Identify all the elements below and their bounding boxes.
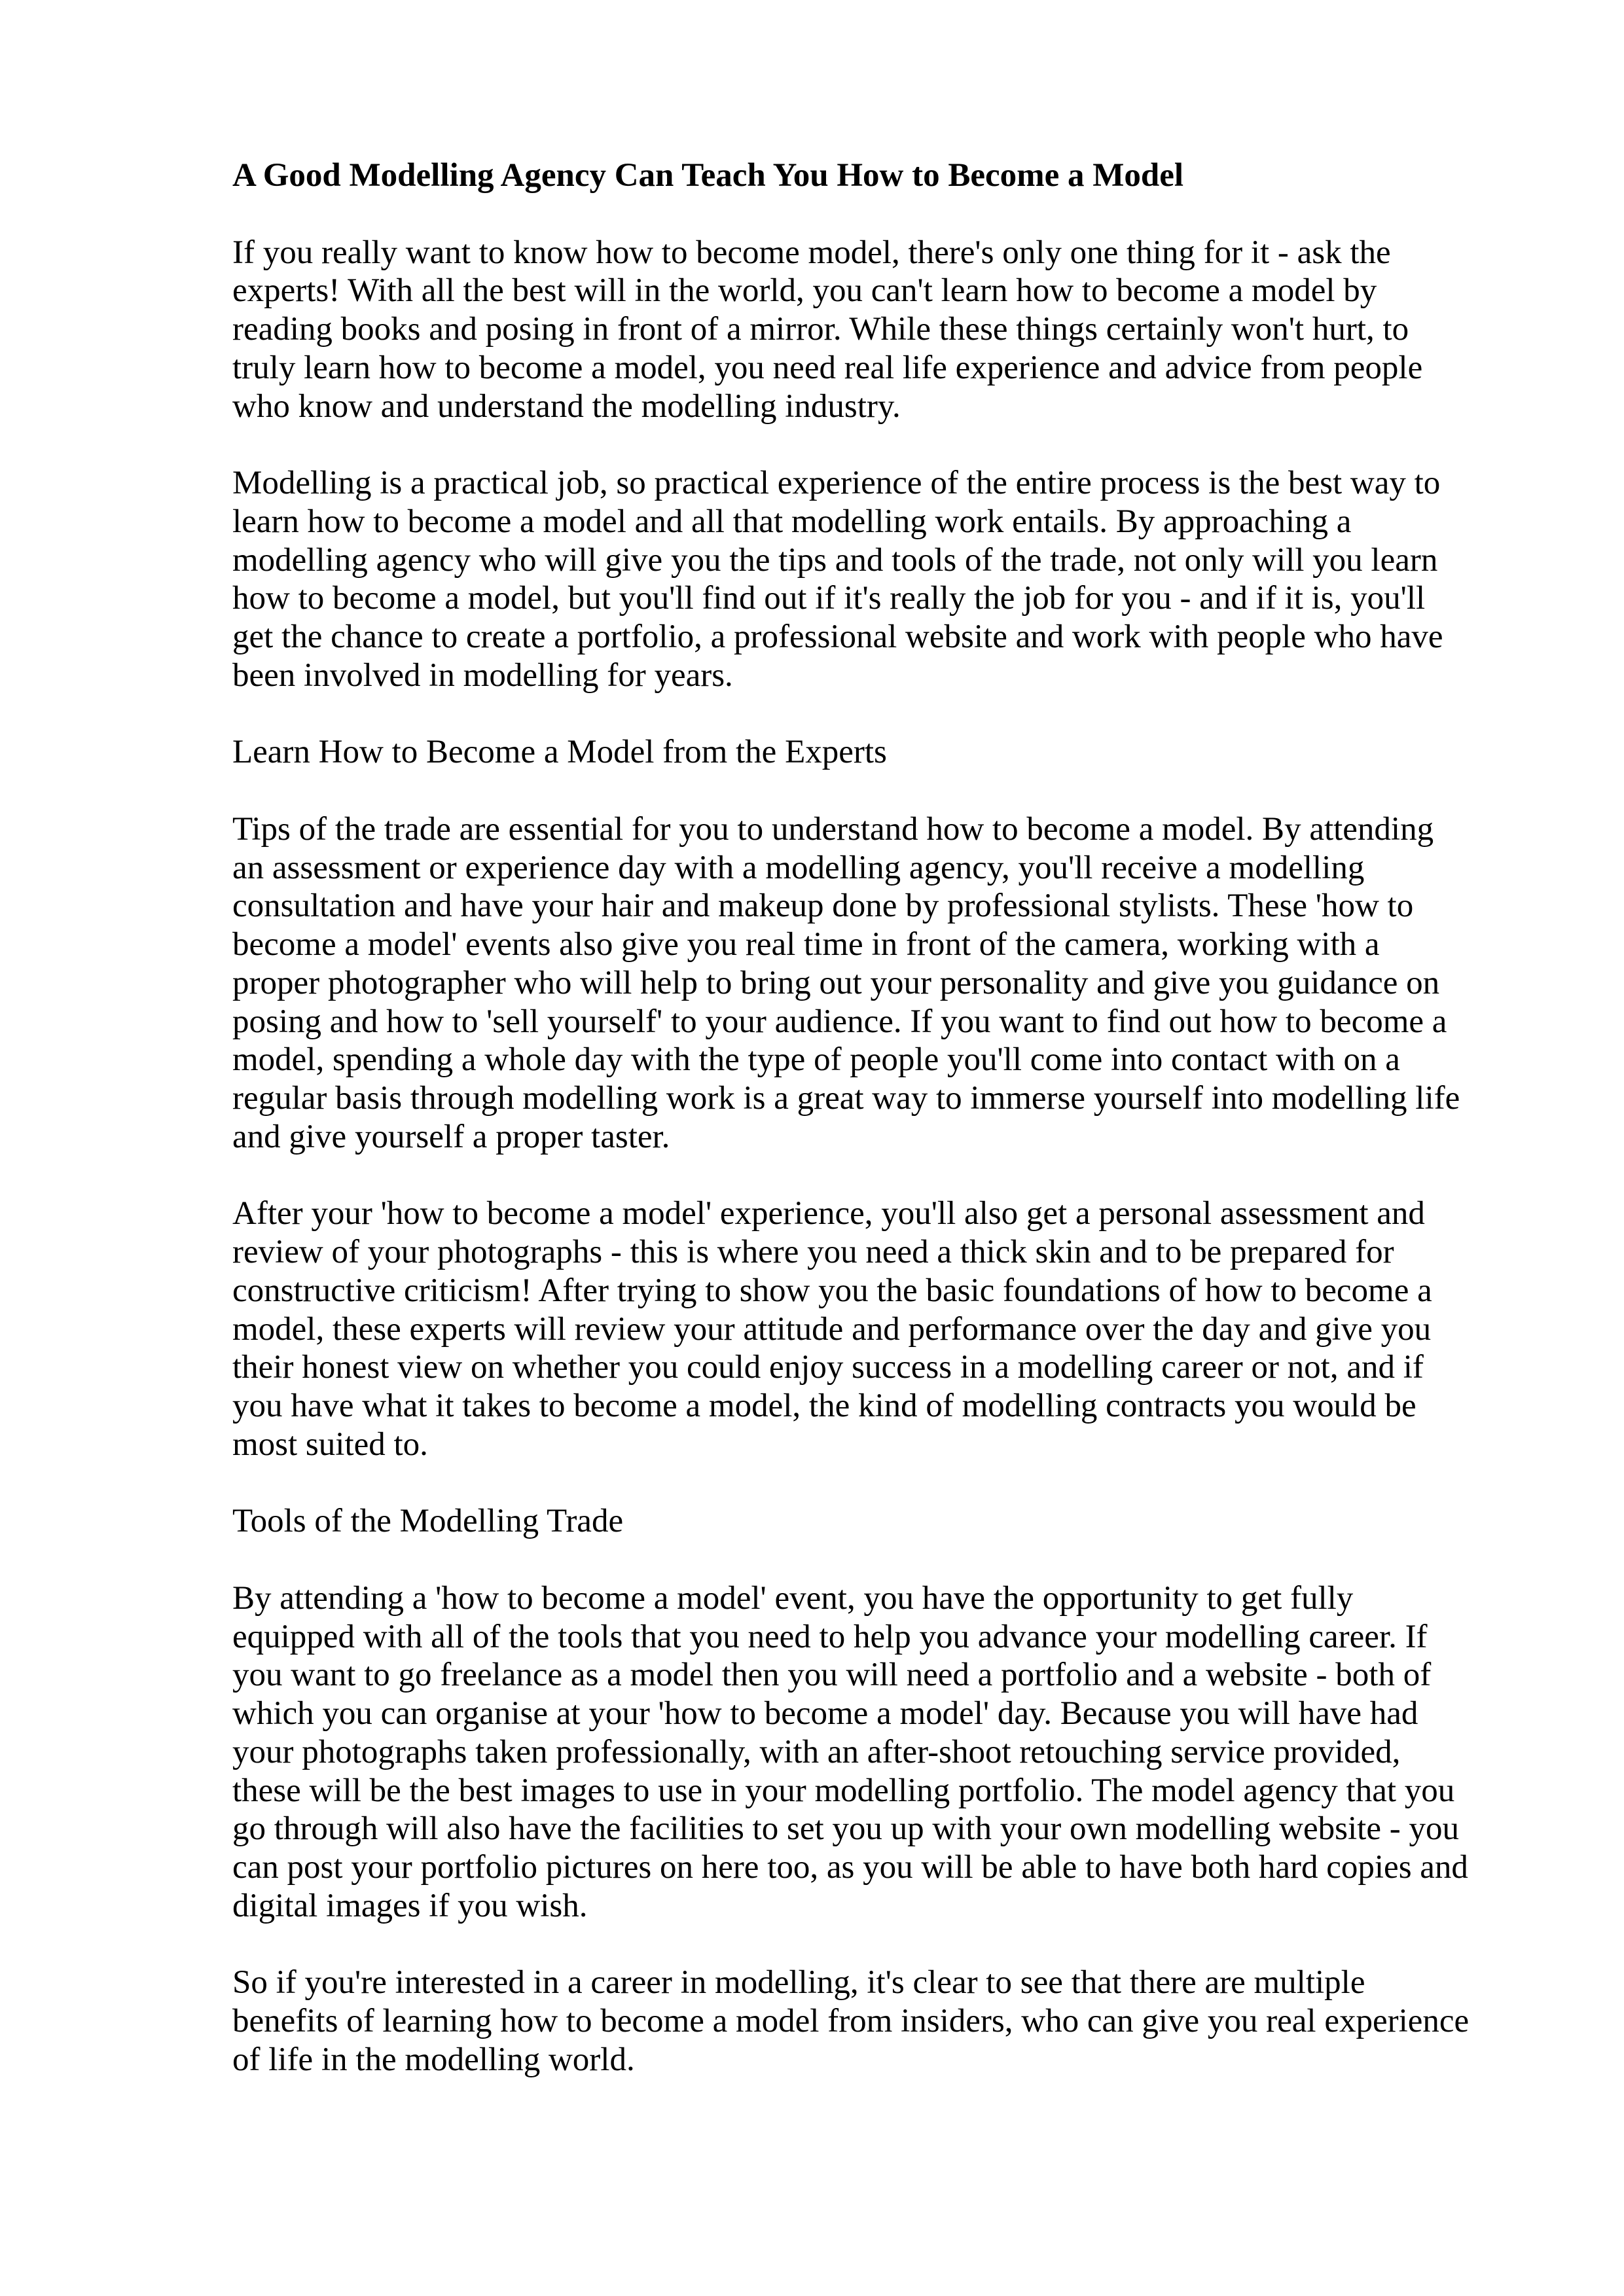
paragraph: So if you're interested in a career in modelling, it's clear to see that there are multiple benefits of learning how to become a model from insiders, who can give you real experience of life in the modelling world. — [232, 1964, 1470, 2078]
section-heading: Learn How to Become a Model from the Experts — [232, 734, 887, 771]
document-body — [232, 234, 1470, 2079]
paragraph: After your 'how to become a model' experience, you'll also get a personal assessment and review of your photographs - this is where you need a thick skin and to be prepared for constructive criticism! After trying to show you the basic foundations of how to become a model, these experts will review your attitude and performance over the day and give you their honest view on whether you could enjoy success in a modelling career or not, and if you have what it takes to become a model, the kind of modelling contracts you would be most suited to. — [232, 1195, 1432, 1463]
document-title: A Good Modelling Agency Can Teach You How to Become a Model — [232, 157, 1184, 194]
paragraph: Modelling is a practical job, so practical experience of the entire process is the best way to learn how to become a model and all that modelling work entails. By approaching a modelling agency who will give you the tips and tools of the trade, not only will you learn how to become a model, but you'll find out if it's really the job for you - and if it is, you'll get the chance to create a portfolio, a professional website and work with people who have been involved in modelling for years. — [232, 465, 1443, 694]
paragraph: If you really want to know how to become model, there's only one thing for it - ask the experts! With all the best will in the world, you can't learn how to become a model by reading books and posing in front of a mirror. While these things certainly won't hurt, to truly learn how to become a model, you need real life experience and advice from people who know and understand the modelling industry. — [232, 234, 1423, 425]
paragraph: By attending a 'how to become a model' event, you have the opportunity to get fully equipped with all of the tools that you need to help you advance your modelling career. If you want to go freelance as a model then you will need a portfolio and a website - both of which you can organise at your 'how to become a model' day. Because you will have had your photographs taken professionally, with an after-shoot retouching service provided, these will be the best images to use in your modelling portfolio. The model agency that you go through will also have the facilities to set you up with your own modelling website - you can post your portfolio pictures on here too, as you will be able to have both hard copies and digital images if you wish. — [232, 1579, 1468, 1924]
paragraph: Tips of the trade are essential for you to understand how to become a model. By attending an assessment or experience day with a modelling agency, you'll receive a modelling consultation and have your hair and makeup done by professional stylists. These 'how to become a model' events also give you real time in front of the camera, working with a proper photographer who will help to bring out your personality and give you guidance on posing and how to 'sell yourself' to your audience. If you want to find out how to become a model, spending a whole day with the type of people you'll come into contact with on a regular basis through modelling work is a great way to immerse yourself into modelling life and give yourself a proper taster. — [232, 810, 1460, 1155]
section-heading: Tools of the Modelling Trade — [232, 1503, 624, 1540]
